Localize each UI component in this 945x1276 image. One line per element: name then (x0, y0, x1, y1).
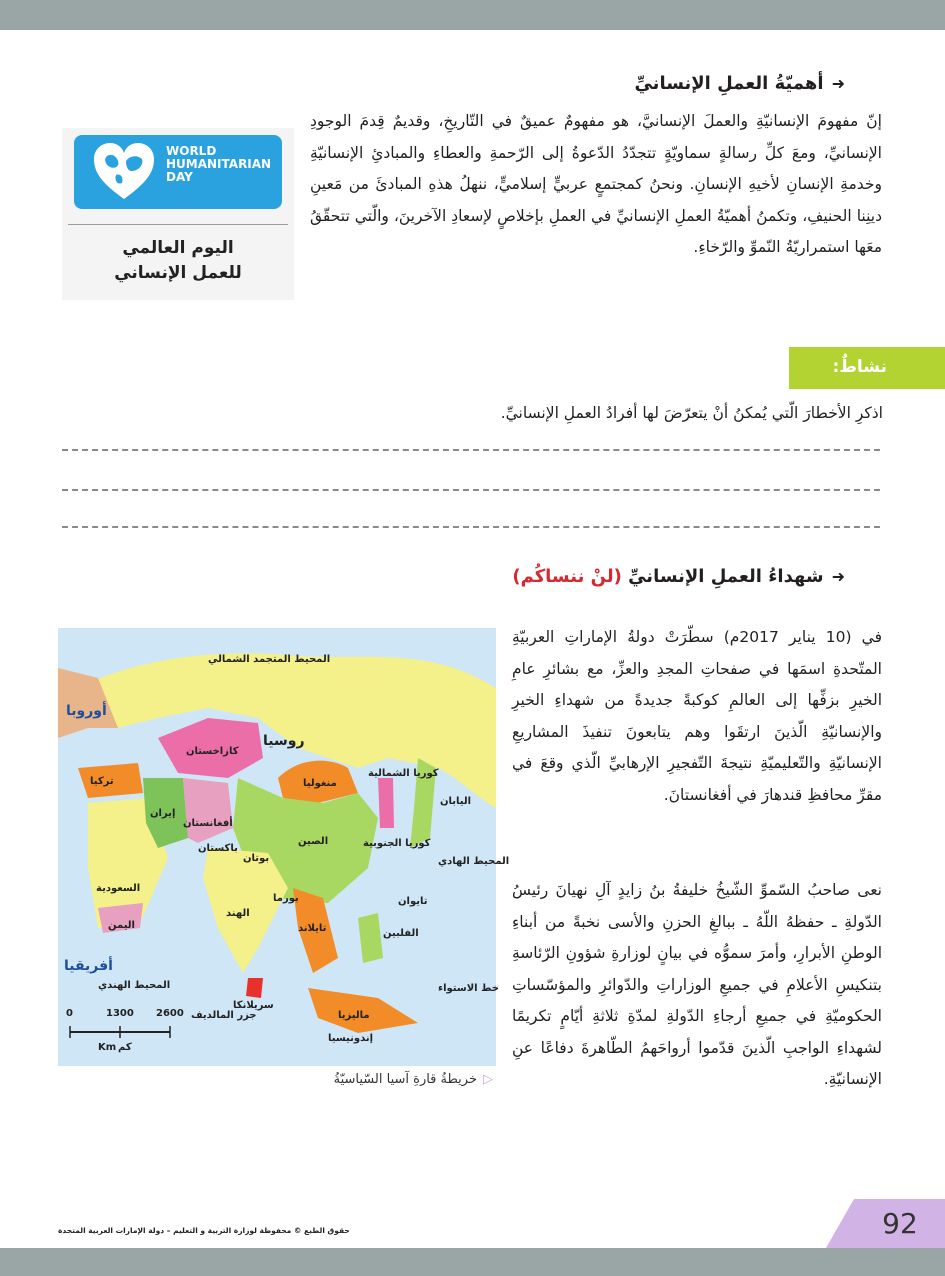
arrow-icon: ➜ (831, 567, 845, 586)
map-label-myanmar: بورما (273, 893, 299, 904)
heading-accent: (لنْ ننساكُم) (512, 566, 622, 587)
map-scale-unit: Km (98, 1042, 117, 1053)
martyrs-paragraph-1: في (10 يناير 2017م) سطّرَتْ دولةُ الإماراتِ العربيّةِ المتّحدةِ اسمَها في صفحاتِ المجدِ والعزِّ، مع بشائرِ عامِ الخيرِ بزفِّها إلى العالمِ كوكبةً جديدةً من شهداءِ الخيرِ والإنسانيّةِ الّذينَ ارتقَوا وهم يتابعونَ تنفيذَ المشاريعِ الإنسانيّةِ والتّعليميّةِ نتيجةَ التّفجيرِ الإرهابيِّ الّذي وقعَ في مقرِّ محافظِ قندهارَ في أفغانستانَ. (512, 628, 882, 804)
activity-label: نشاطٌ: (832, 357, 887, 377)
triangle-icon: ▷ (483, 1072, 493, 1087)
answer-line-3[interactable] (62, 526, 880, 528)
map-label-north-korea: كوريا الشمالية (368, 768, 439, 779)
logo-arabic-line1: اليوم العالمي (122, 238, 234, 258)
map-label-iran: إيران (150, 808, 176, 819)
martyrs-paragraph-2: نعى صاحبُ السّموِّ الشّيخُ خليفةُ بنُ زايدٍ آلِ نهيانَ رئيسُ الدّولةِ ـ حفظهُ اللّهُ ـ ببالغِ الحزنِ والأسى نخبةً من أبناءِ الوطنِ الأبرارِ، وأمرَ سموُّه في بيانٍ لوزارةِ شؤونِ الرّئاسةِ بتنكيسِ الأعلامِ في جميعِ الوزاراتِ والدّوائرِ والمؤسّساتِ الحكوميّةِ في جميعِ أرجاءِ الدّولةِ لمدّةِ ثلاثةِ أيّامٍ تكريمًا لشهداءِ الواجبِ الّذينَ قدّموا أرواحَهمُ الطّاهرةَ دفاعًا عنِ الإنسانيّةِ. (512, 881, 882, 1088)
map-label-turkey: تركيا (90, 776, 114, 787)
map-label-yemen: اليمن (108, 920, 135, 931)
section-heading-importance: ➜أهميّةُ العملِ الإنسانيِّ (634, 73, 845, 94)
map-label-kazakhstan: كازاخستان (186, 746, 239, 757)
page-number: 92 (882, 1207, 918, 1240)
logo-banner (74, 135, 282, 209)
importance-paragraph: إنّ مفهومَ الإنسانيّةِ والعملَ الإنسانيَّ، هو مفهومٌ عميقٌ في التّاريخِ، وقديمٌ قِدمَ الوجودِ الإنسانيِّ، ومعَ كلِّ رسالةٍ سماويّةٍ تتجدّدُ الدّعوةُ إلى الرّحمةِ والعطاءِ والمبادئِ الإنسانيّةِ وخدمةِ الإنسانِ لأخيهِ الإنسانِ. ونحنُ كمجتمعٍ عربيٍّ إسلاميٍّ، ننهلُ هذهِ المبادئَ من مَعينِ دينِنا الحنيفِ، وتكمنُ أهميّةُ العملِ الإنسانيِّ في العملِ بإخلاصٍ لإسعادِ الآخرينَ، والّتي تتحقّقُ معَها استمراريّةُ النّموِّ والرّخاءِ. (310, 112, 882, 256)
map-label-indonesia: إندونيسيا (328, 1033, 374, 1044)
map-label-mongolia: منغوليا (303, 778, 337, 789)
map-label-maldives: جزر المالديف (191, 1010, 257, 1021)
asia-political-map (58, 628, 510, 1066)
map-label-sri-lanka: سريلانكا (233, 1000, 274, 1011)
map-label-africa: أفريقيا (64, 958, 113, 974)
map-caption: ▷خريطةُ قارةِ آسيا السّياسيّةُ (333, 1072, 493, 1087)
map-label-europe: أوروبا (66, 703, 107, 719)
heart-globe-icon (92, 141, 156, 203)
answer-line-1[interactable] (62, 449, 880, 451)
map-label-pacific: المحيط الهادي (438, 856, 510, 867)
section-heading-martyrs: ➜شهداءُ العملِ الإنسانيِّ (لنْ ننساكُم) (512, 566, 845, 587)
map-label-pakistan: باكستان (198, 843, 238, 854)
map-region-sri-lanka (246, 978, 263, 998)
map-scale-tick-0: 0 (66, 1008, 73, 1019)
activity-question: اذكرِ الأخطارَ الّتي يُمكنُ أنْ يتعرّضَ لها أفرادُ العملِ الإنسانيِّ. (500, 404, 883, 422)
bottom-bar (0, 1248, 945, 1276)
map-scale-tick-2600: 2600 (156, 1008, 184, 1019)
map-label-south-korea: كوريا الجنوبية (363, 838, 431, 849)
map-label-philippines: الفلبين (383, 928, 419, 939)
map-label-arctic: المحيط المتجمد الشمالي (208, 654, 331, 665)
map-label-bhutan: بوتان (243, 853, 270, 864)
copyright-text: حقوق الطبع © محفوظة لوزارة التربية و التعليم – دولة الإمارات العربية المتحدة (58, 1226, 350, 1235)
logo-arabic-text (62, 236, 294, 286)
map-label-malaysia: ماليزيا (338, 1010, 370, 1021)
map-label-equator: خط الاستواء (438, 983, 499, 994)
map-scale-tick-1300: 1300 (106, 1008, 134, 1019)
logo-arabic-line2: للعمل الإنساني (114, 263, 242, 283)
map-label-afghanistan: أفغانستان (183, 818, 233, 829)
map-label-japan: اليابان (440, 796, 472, 807)
map-label-china: الصين (298, 836, 329, 847)
map-scale-unit-ar: كم (118, 1042, 132, 1053)
map-label-indian-ocean: المحيط الهندي (98, 980, 171, 991)
world-humanitarian-day-logo (62, 128, 294, 300)
map-label-thailand: تايلاند (298, 923, 327, 934)
map-label-saudi: السعودية (96, 883, 141, 894)
map-label-india: الهند (226, 908, 250, 919)
map-region-korea (378, 778, 394, 828)
answer-line-2[interactable] (62, 489, 880, 491)
top-bar (0, 0, 945, 30)
activity-bar (789, 347, 945, 389)
arrow-icon: ➜ (831, 74, 845, 93)
logo-divider (68, 224, 288, 225)
map-label-russia: روسيا (263, 733, 305, 749)
map-label-taiwan: تايوان (398, 896, 428, 907)
logo-english-text: WORLD HUMANITARIAN DAY (166, 144, 272, 184)
